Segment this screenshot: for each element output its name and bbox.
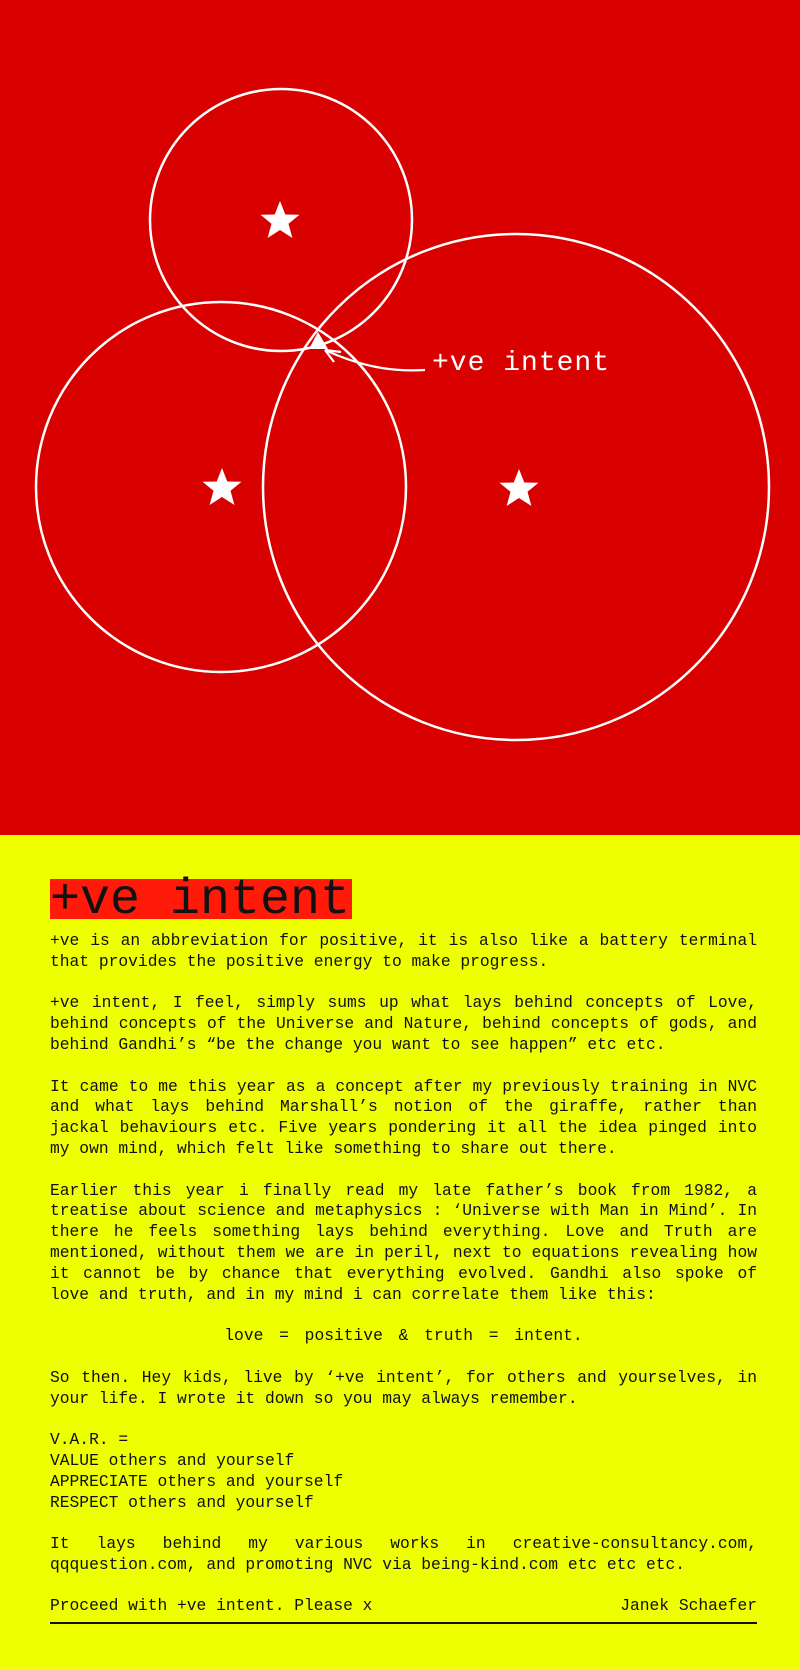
equation: love = positive & truth = intent. (224, 1326, 583, 1346)
article-content (50, 872, 757, 1624)
diagram-label: +ve intent (432, 348, 611, 379)
paragraph: +ve is an abbreviation for positive, it is also like a battery terminal that provides the positive energy to make progress. (50, 931, 757, 971)
author-name: Janek Schaefer (620, 1595, 757, 1615)
star-icon (500, 469, 539, 506)
signoff: Proceed with +ve intent. Please x (50, 1595, 373, 1615)
closing-paragraph: So then. Hey kids, live by ‘+ve intent’, for others and yourselves, in your life. I wrote it down so you may always remember. (50, 1367, 757, 1408)
works-paragraph: It lays behind my various works in creative-consultancy.com, qqquestion.com, and promoting NVC via being-kind.com etc etc etc. (50, 1534, 757, 1574)
paragraph: It came to me this year as a concept after my previously training in NVC and what lays behind Marshall’s notion of the giraffe, rather than jackal behaviours etc. Five years pondering it all the idea pinged into my own mind, which felt like something to share out there. (50, 1076, 757, 1158)
var-item: APPRECIATE others and yourself (50, 1471, 344, 1491)
paragraph: Earlier this year i finally read my late father’s book from 1982, a treatise about science and metaphysics : ‘Universe with Man in Mind’. In there he feels something lays behind everything. Love and Truth are mentioned, without them we are in peril, next to equations revealing how it cannot be by chance that everything evolved. Gandhi also spoke of love and truth, and in my mind i can correlate them like this: (50, 1180, 757, 1304)
paragraph: +ve intent, I feel, simply sums up what lays behind concepts of Love, behind concepts of the Universe and Nature, behind concepts of gods, and behind Gandhi’s “be the change you want to see happen” etc etc. (50, 993, 757, 1054)
star-icon (261, 201, 300, 238)
footer (50, 1596, 757, 1625)
pointer-arrow-icon (325, 350, 425, 370)
var-list (50, 1430, 757, 1513)
article-title: +ve intent (50, 872, 351, 929)
article-panel (0, 835, 800, 1670)
star-icon (203, 468, 242, 505)
var-item: VALUE others and yourself (50, 1450, 295, 1470)
var-heading: V.A.R. = (50, 1430, 129, 1450)
var-item: RESPECT others and yourself (50, 1492, 314, 1512)
